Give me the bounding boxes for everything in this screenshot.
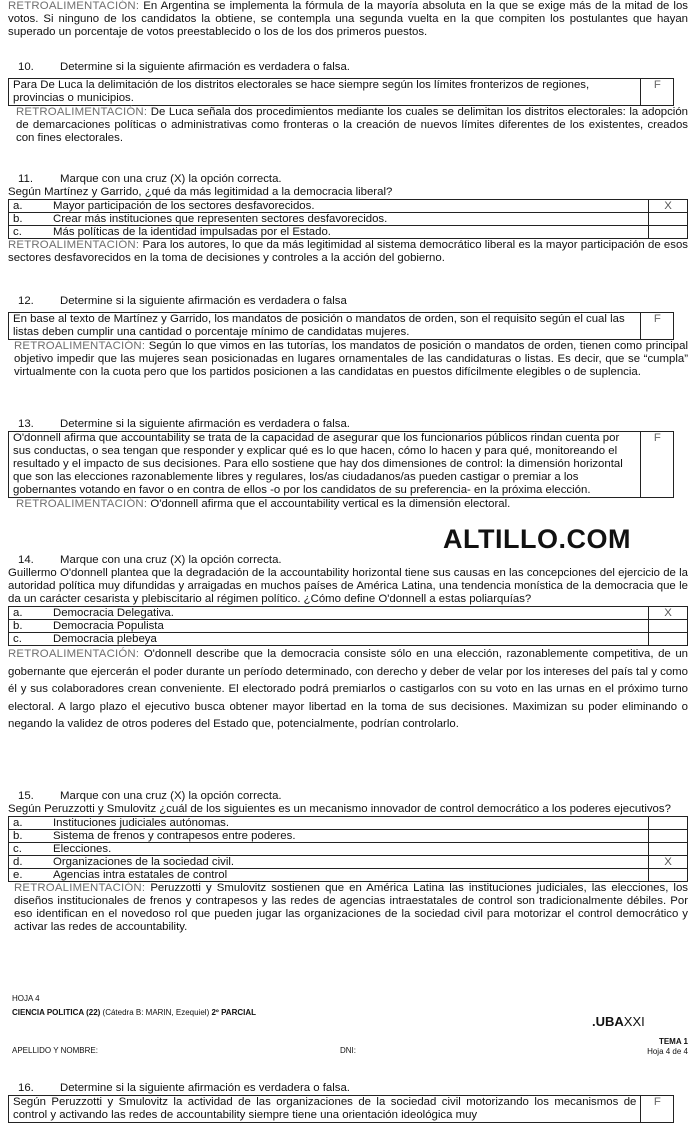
question-prompt: Determine si la siguiente afirmación es verdadera o falsa bbox=[60, 295, 347, 307]
option-letter: c. bbox=[9, 226, 50, 239]
option-row[interactable] bbox=[9, 620, 688, 633]
course-name: CIENCIA POLITICA (22) bbox=[12, 1008, 101, 1017]
feedback-text: Según lo que vimos en las tutorías, los mandatos de posición o mandatos de orden, tienen como principal objetivo impedir que las mujeres sean posicionadas en lugares ornamentales de las candidaturas o listas. Es decir, que se “cumpla” virtualmente con la cuota pero que los partidos posicionen a las candidatas en puestos difícilmente elegibles o de suplencia. bbox=[14, 340, 688, 378]
statement-text: Según Peruzzotti y Smulovitz la actividad de las organizaciones de la sociedad civil motorizando los mecanismos de control y activando las redes de accountability siempre tiene una orientación ideológica muy bbox=[9, 1096, 641, 1123]
true-false-box bbox=[8, 78, 674, 106]
feedback-text: Peruzzotti y Smulovitz sostienen que en América Latina las instituciones judiciales, las elecciones, los diseños institucionales de frenos y contrapesos y las redes de agencias intraestatales de control son tradicionalmente débiles. Por eso identifican en el novedoso rol que pueden jugar las organizaciones de la sociedad civil para motorizar el control democrático y activar las redes de accountability. bbox=[14, 882, 688, 933]
true-false-box bbox=[8, 312, 674, 340]
retro-label: RETROALIMENTACIÓN: bbox=[16, 106, 148, 118]
option-text: Más políticas de la identidad impulsadas por el Estado. bbox=[49, 226, 649, 239]
question-prompt: Determine si la siguiente afirmación es verdadera o falsa. bbox=[60, 61, 350, 73]
option-row[interactable] bbox=[9, 817, 688, 830]
feedback-text: O'donnell describe que la democracia consiste sólo en una elección, razonablemente competitiva, de un gobernante que ejercerán el poder durante un período determinado, con derecho y deber de velar por los intereses del país tal y como él y sus colaboradores crean conveniente. El electorado podrá premiarlos o castigarlos con su voto en las urnas en el próximo turno electoral. A largo plazo el ejecutivo busca obtener mayor libertad en la toma de sus decisiones. Maximizan su poder eliminando o negando la validez de otros poderes del Estado que, potencialmente, podrían controlarlo. bbox=[8, 648, 688, 730]
options-table bbox=[8, 816, 688, 882]
statement-text: En base al texto de Martínez y Garrido, los mandatos de posición o mandatos de orden, son el requisito según el cual las listas deben cumplir una cantidad o porcentaje mínimo de candidatas mujeres. bbox=[9, 313, 641, 340]
option-letter: c. bbox=[9, 843, 50, 856]
question-number: 16. bbox=[18, 1082, 34, 1094]
xxi-logo-text: XXI bbox=[623, 1014, 645, 1029]
option-row[interactable] bbox=[9, 843, 688, 856]
option-text: Democracia Delegativa. bbox=[49, 607, 649, 620]
option-row[interactable] bbox=[9, 830, 688, 843]
answer-mark[interactable]: F bbox=[641, 432, 674, 498]
retro-label: RETROALIMENTACIÓN: bbox=[16, 498, 148, 510]
feedback-text: En Argentina se implementa la fórmula de la mayoría absoluta en la que se exige más de la mitad de los votos. Si ninguno de los candidatos la obtiene, se contempla una segunda vuelta en la que compiten los postulantes que hayan superado un porcentaje de votos preestablecido o los de los dos primeros puestos. bbox=[8, 0, 688, 38]
question-prompt: Determine si la siguiente afirmación es verdadera o falsa. bbox=[60, 1082, 350, 1094]
option-mark[interactable] bbox=[649, 633, 688, 646]
option-text: Crear más instituciones que representen sectores desfavorecidos. bbox=[49, 213, 649, 226]
answer-mark[interactable]: F bbox=[641, 313, 674, 340]
option-text: Organizaciones de la sociedad civil. bbox=[49, 856, 649, 869]
options-table bbox=[8, 199, 688, 239]
feedback-text: De Luca señala dos procedimientos mediante los cuales se delimitan los distritos electorales: la adopción de demarcaciones políticas o administrativas como fronteras o la creación de nuevos límites diferentes de los existentes, creados con fines electorales. bbox=[16, 106, 689, 144]
question-text: Guillermo O'donnell plantea que la degradación de la accountability horizontal tiene sus causas en las concepciones del ejercicio de la autoridad política muy difundidas y arraigadas en muchos países de América Latina, una tendencia monística de la democracia que le da un carácter cesarista y plebiscitario al régimen político. ¿Cómo define O'donnell a estas poliarquías? bbox=[8, 567, 688, 605]
retro-label: RETROALIMENTACIÓN: bbox=[8, 648, 140, 660]
option-row[interactable] bbox=[9, 213, 688, 226]
option-letter: a. bbox=[9, 200, 50, 213]
option-letter: a. bbox=[9, 607, 50, 620]
retro-label: RETROALIMENTACIÓN: bbox=[8, 0, 140, 12]
retro-label: RETROALIMENTACIÓN: bbox=[14, 340, 146, 352]
feedback-text: Para los autores, lo que da más legitimidad al sistema democrático liberal es la mayor participación de esos sectores desfavorecidos en la toma de decisiones y controles a la acción del gobierno. bbox=[8, 239, 688, 264]
feedback-q9 bbox=[8, 0, 688, 39]
option-letter: e. bbox=[9, 869, 50, 882]
statement-text: O'donnell afirma que accountability se trata de la capacidad de asegurar que los funcionarios públicos rindan cuenta por sus conductas, o sea tengan que responder y explicar qué es lo que hacen, cómo lo hacen y para qué, monitoreando el resultado y el impacto de sus decisiones. Para ello sostiene que hay dos dimensiones de control: la dimensión horizontal que son las elecciones razonablemente libres y regulares, los/as ciudadanos/as pueden castigar o premiar a los gobernantes votando en favor o en contra de ellos -o por los candidatos de su preferencia- en la próxima elección. bbox=[9, 432, 641, 498]
page-count: Hoja 4 de 4 bbox=[647, 1047, 688, 1056]
question-prompt: Marque con una cruz (X) la opción correcta. bbox=[60, 173, 282, 185]
option-text: Democracia plebeya bbox=[49, 633, 649, 646]
question-number: 10. bbox=[18, 61, 34, 73]
question-text: Según Martínez y Garrido, ¿qué da más legitimidad a la democracia liberal? bbox=[8, 186, 393, 198]
option-mark[interactable]: X bbox=[649, 856, 688, 869]
options-table bbox=[8, 606, 688, 646]
uba-xxi-logo bbox=[592, 1015, 645, 1028]
option-text: Mayor participación de los sectores desfavorecidos. bbox=[49, 200, 649, 213]
option-row[interactable] bbox=[9, 200, 688, 213]
statement-text: Para De Luca la delimitación de los distritos electorales se hace siempre según los límites fronterizos de regiones, provincias o municipios. bbox=[9, 79, 641, 106]
option-text: Agencias intra estatales de control bbox=[49, 869, 649, 882]
option-text: Elecciones. bbox=[49, 843, 649, 856]
option-text: Instituciones judiciales autónomas. bbox=[49, 817, 649, 830]
question-number: 15. bbox=[18, 790, 34, 802]
feedback-text: O'donnell afirma que el accountability vertical es la dimensión electoral. bbox=[150, 498, 511, 510]
option-mark[interactable] bbox=[649, 817, 688, 830]
option-row[interactable] bbox=[9, 869, 688, 882]
question-11 bbox=[8, 173, 688, 265]
option-mark[interactable] bbox=[649, 830, 688, 843]
tema-info bbox=[647, 1037, 688, 1057]
option-mark[interactable]: X bbox=[649, 200, 688, 213]
question-13 bbox=[8, 418, 688, 511]
option-letter: d. bbox=[9, 856, 50, 869]
retro-label: RETROALIMENTACIÓN: bbox=[8, 239, 140, 251]
course-chair: (Cátedra B: MARIN, Ezequiel) bbox=[100, 1008, 212, 1017]
retro-label: RETROALIMENTACIÓN: bbox=[14, 882, 146, 894]
question-number: 14. bbox=[18, 554, 34, 566]
question-15 bbox=[8, 790, 688, 934]
option-mark[interactable] bbox=[649, 843, 688, 856]
question-number: 13. bbox=[18, 418, 34, 430]
option-letter: c. bbox=[9, 633, 50, 646]
question-10 bbox=[8, 61, 688, 145]
option-letter: b. bbox=[9, 620, 50, 633]
name-label: APELLIDO Y NOMBRE: bbox=[12, 1046, 98, 1055]
question-prompt: Determine si la siguiente afirmación es verdadera o falsa. bbox=[60, 418, 350, 430]
option-mark[interactable] bbox=[649, 226, 688, 239]
question-prompt: Marque con una cruz (X) la opción correcta. bbox=[60, 554, 282, 566]
question-number: 12. bbox=[18, 295, 34, 307]
question-text: Según Peruzzotti y Smulovitz ¿cuál de los siguientes es un mecanismo innovador de control democrático a los poderes ejecutivos? bbox=[8, 803, 671, 815]
dni-label: DNI: bbox=[340, 1046, 356, 1055]
uba-logo-text: .UBA bbox=[592, 1014, 624, 1029]
option-row[interactable] bbox=[9, 607, 688, 620]
option-row[interactable] bbox=[9, 226, 688, 239]
option-mark[interactable] bbox=[649, 620, 688, 633]
option-letter: b. bbox=[9, 213, 50, 226]
option-row[interactable] bbox=[9, 856, 688, 869]
question-14 bbox=[8, 554, 688, 734]
question-prompt: Marque con una cruz (X) la opción correcta. bbox=[60, 790, 282, 802]
option-mark[interactable] bbox=[649, 869, 688, 882]
exam-name: 2º PARCIAL bbox=[211, 1008, 257, 1017]
question-16 bbox=[8, 1082, 688, 1123]
option-mark[interactable]: X bbox=[649, 607, 688, 620]
tema-label: TEMA 1 bbox=[658, 1037, 688, 1046]
option-letter: a. bbox=[9, 817, 50, 830]
answer-mark[interactable]: F bbox=[641, 1096, 674, 1123]
option-text: Democracia Populista bbox=[49, 620, 649, 633]
option-mark[interactable] bbox=[649, 213, 688, 226]
answer-mark[interactable]: F bbox=[641, 79, 674, 106]
question-12 bbox=[8, 295, 688, 379]
course-title bbox=[12, 1008, 256, 1018]
watermark-logo: ALTILLO.COM bbox=[443, 524, 631, 554]
sheet-number: HOJA 4 bbox=[12, 994, 40, 1003]
option-text: Sistema de frenos y contrapesos entre poderes. bbox=[49, 830, 649, 843]
true-false-box bbox=[8, 1095, 674, 1123]
question-number: 11. bbox=[18, 173, 33, 185]
option-letter: b. bbox=[9, 830, 50, 843]
option-row[interactable] bbox=[9, 633, 688, 646]
true-false-box bbox=[8, 431, 674, 498]
